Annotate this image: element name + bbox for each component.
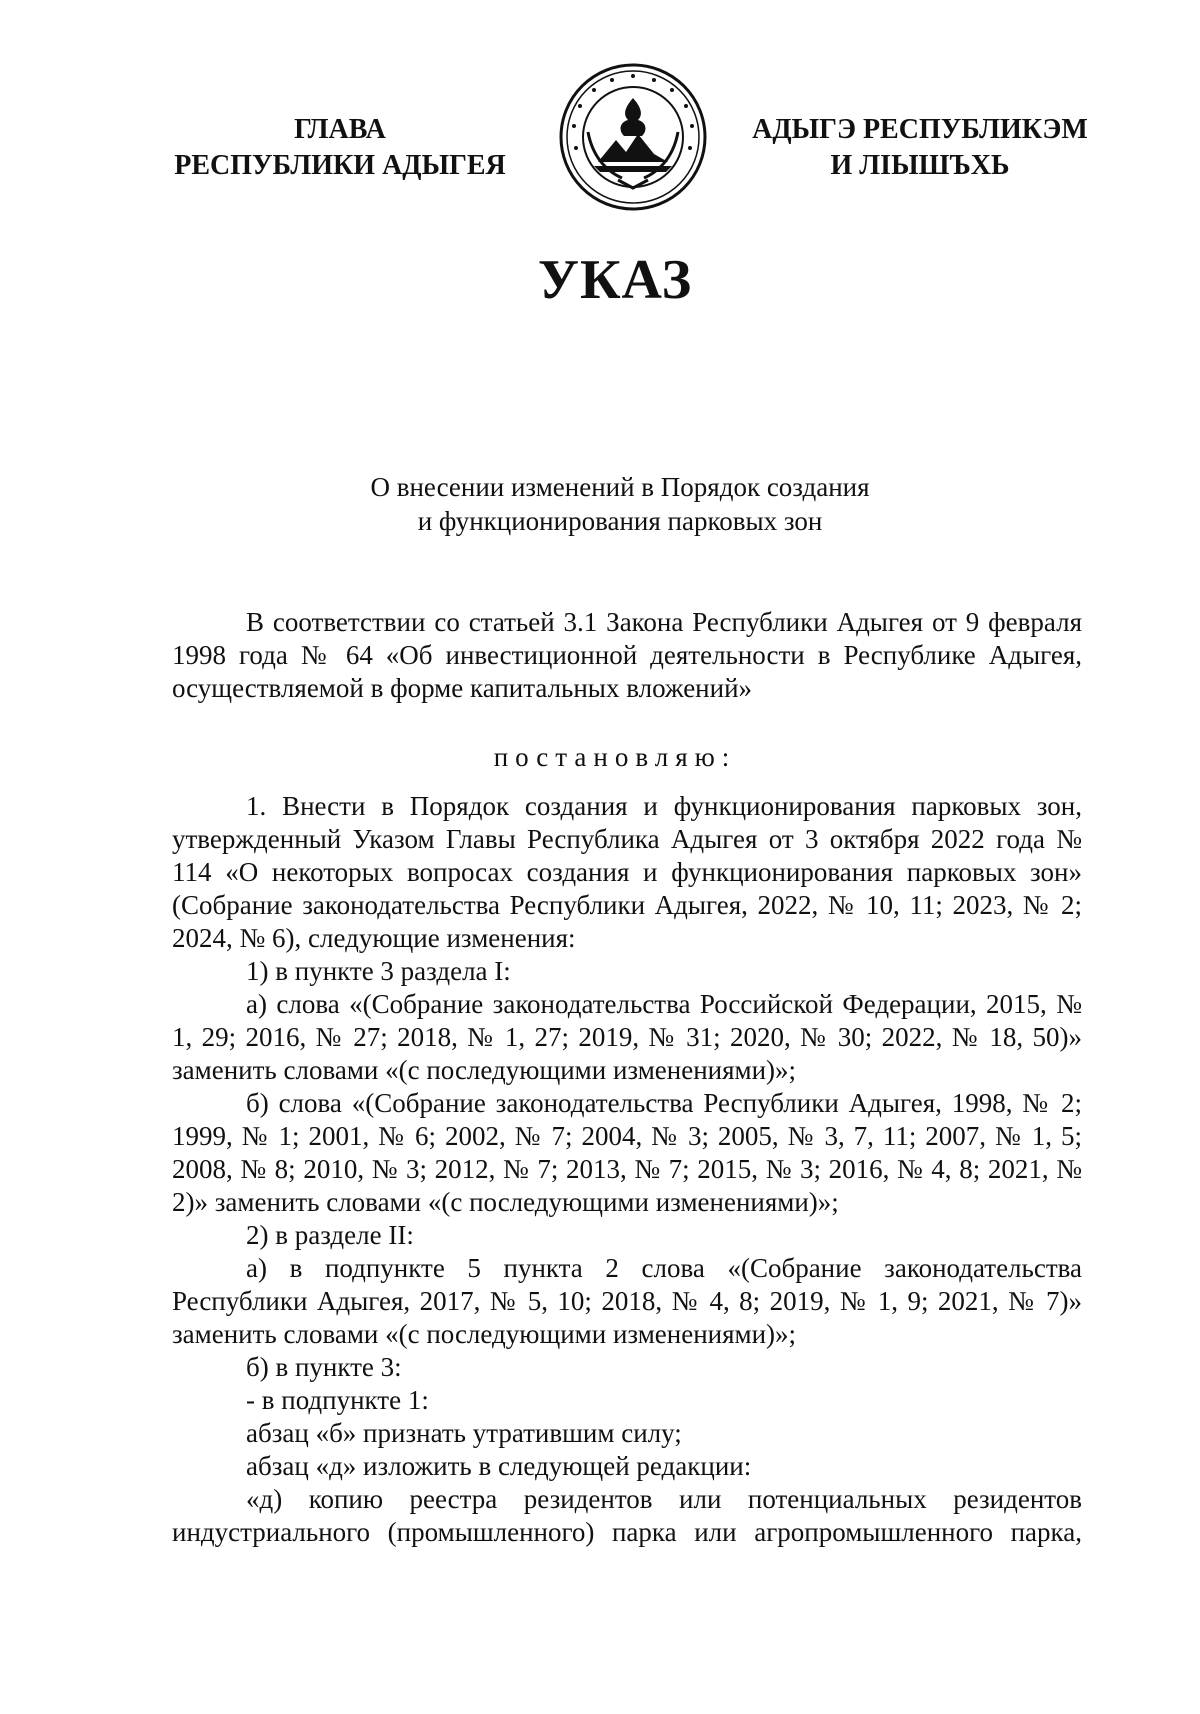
paragraph-new-d-text: «д) копию реестра резидентов или потенциальных резидентов индустриального (промышленного) парка или агропромышленного парка, (172, 1484, 1082, 1547)
paragraph-subitem-2b: б) в пункте 3: (246, 1352, 402, 1382)
issuer-title-line1: ГЛАВА (294, 114, 386, 145)
paragraph-subpoint-1: - в подпункте 1: (246, 1385, 429, 1415)
document-type-title: УКАЗ (537, 249, 693, 311)
issuer-block-russian (160, 112, 520, 184)
paragraph-subitem-1b: б) слова «(Собрание законодательства Республики Адыгея, 1998, № 2; 1999, № 1; 2001, № 6; 2002, № 7; 2004, № 3; 2005, № 3, 7, 11; 2007, № 1, 5; 2008, № 8; 2010, № 3; 2012, № 7; 2013, № 7; 2015, № 3; 2016, № 4, 8; 2021, № 2)» заменить словами «(с последующими изменениями)»; (172, 1088, 1082, 1217)
decree-body (172, 790, 1082, 1549)
paragraph-subitem-2a: а) в подпункте 5 пункта 2 слова «(Собрание законодательства Республики Адыгея, 2017, № 5, 10; 2018, № 4, 8; 2019, № 1, 9; 2021, № 7)» заменить словами «(с последующими изменениями)»; (172, 1253, 1082, 1349)
paragraph-abzac-b: абзац «б» признать утратившим силу; (246, 1418, 682, 1448)
paragraph-item-1: 1. Внести в Порядок создания и функционирования парковых зон, утвержденный Указом Главы Республика Адыгея от 3 октября 2022 года № 114 «О некоторых вопросах создания и функционирования парковых зон» (Собрание законодательства Республики Адыгея, 2022, № 10, 11; 2023, № 2; 2024, № 6), следующие изменения: (172, 791, 1082, 953)
issuer-title-adyghe-line1: АДЫГЭ РЕСПУБЛИКЭМ (752, 114, 1088, 145)
subject-line1: О внесении изменений в Порядок создания (370, 472, 870, 502)
coat-of-arms-icon (558, 62, 708, 212)
preamble-text: В соответствии со статьей 3.1 Закона Республики Адыгея от 9 февраля 1998 года № 64 «Об инвестиционной деятельности в Республике Адыгея, осуществляемой в форме капитальных вложений» (172, 607, 1082, 703)
issuer-title-adyghe-line2: И ЛIЫШЪХЬ (830, 150, 1010, 181)
paragraph-subitem-1a: а) слова «(Собрание законодательства Российской Федерации, 2015, № 1, 29; 2016, № 27; 2018, № 1, 27; 2019, № 31; 2020, № 30; 2022, № 18, 50)» заменить словами «(с последующими изменениями)»; (172, 989, 1082, 1085)
issuer-block-adyghe (730, 112, 1110, 184)
paragraph-subitem-2: 2) в разделе II: (246, 1220, 414, 1250)
paragraph-abzac-d: абзац «д» изложить в следующей редакции: (246, 1451, 752, 1481)
paragraph-subitem-1: 1) в пункте 3 раздела I: (246, 956, 511, 986)
document-subject (300, 470, 940, 538)
issuer-title-line2: РЕСПУБЛИКИ АДЫГЕЯ (174, 150, 506, 181)
subject-line2: и функционирования парковых зон (417, 506, 823, 536)
preamble-block (172, 606, 1082, 705)
resolve-word: постановляю: (493, 742, 737, 772)
